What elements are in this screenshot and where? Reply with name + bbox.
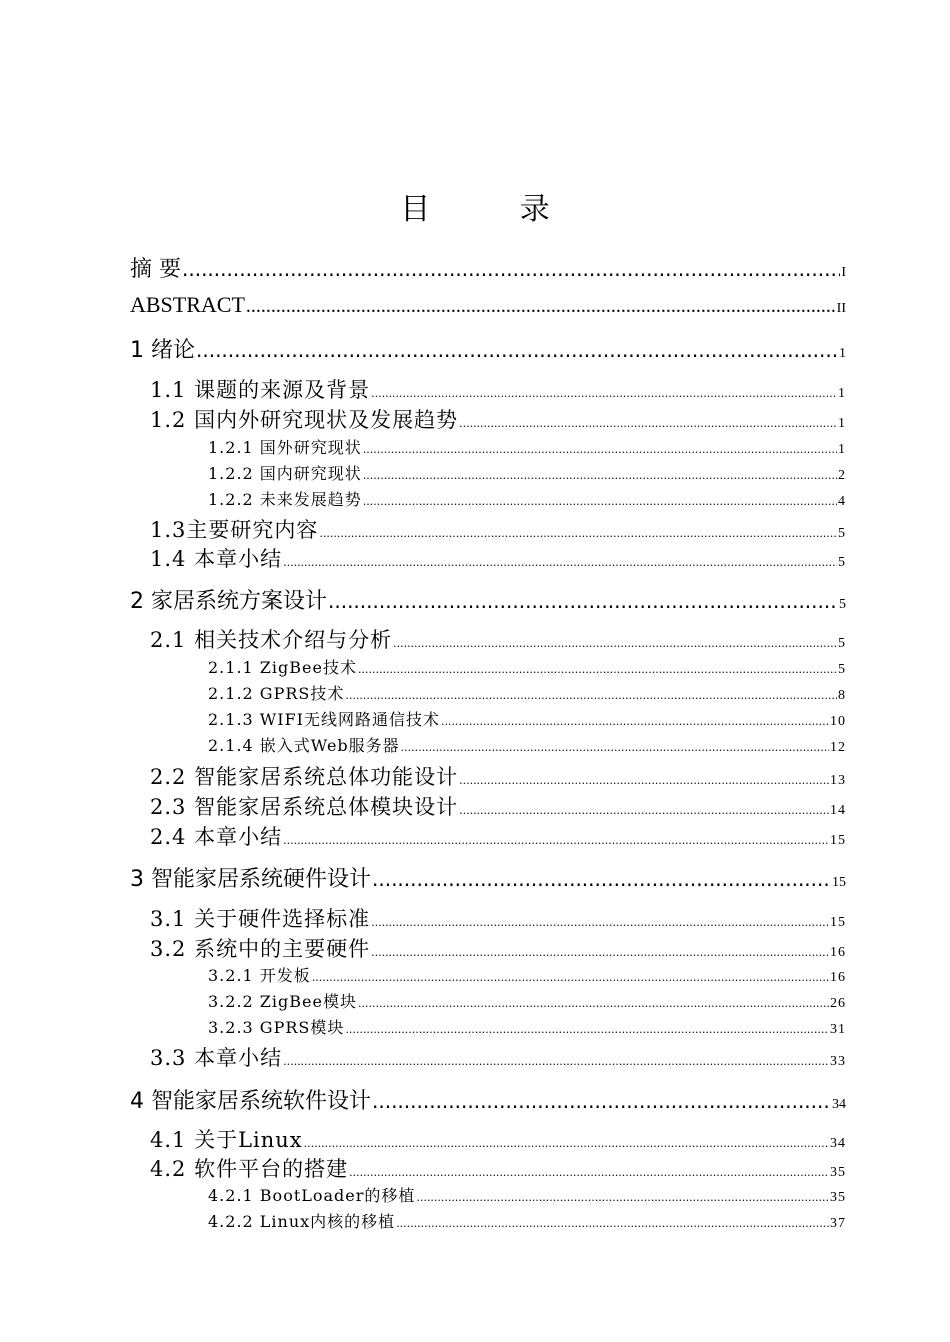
toc-entry-page: 5 — [838, 526, 846, 541]
toc-entry-page: 8 — [838, 688, 846, 703]
toc-entry[interactable] — [150, 933, 846, 963]
toc-entry-label: 2.1 相关技术介绍与分析 — [150, 628, 393, 652]
toc-entry-label: 3.2.3 GPRS模块 — [208, 1018, 345, 1037]
toc-entry-label: 2.1.3 WIFI无线网路通信技术 — [208, 710, 440, 729]
toc-entry-page: 14 — [830, 803, 846, 818]
toc-entry-label: 3.3 本章小结 — [150, 1046, 283, 1070]
toc-entry-page: 1 — [838, 442, 846, 457]
dot-leader — [328, 589, 838, 613]
toc-entry-page: 5 — [838, 555, 846, 570]
dot-leader — [441, 715, 829, 728]
toc-entry-label: 2.3 智能家居系统总体模块设计 — [150, 795, 459, 819]
toc-entry[interactable] — [208, 655, 846, 678]
toc-entry-page: 10 — [830, 714, 846, 729]
dot-leader — [401, 741, 829, 754]
toc-entry[interactable] — [150, 903, 846, 933]
toc-entry-label: 4.1 关于Linux — [150, 1128, 303, 1152]
toc-entry[interactable] — [130, 862, 846, 893]
toc-entry[interactable] — [130, 292, 846, 318]
toc-entry-page: 31 — [830, 1022, 846, 1037]
dot-leader — [416, 1191, 829, 1204]
toc-entry[interactable] — [208, 733, 846, 756]
toc-entry-page: 16 — [830, 970, 846, 985]
dot-leader — [358, 663, 837, 676]
toc-entry[interactable] — [150, 543, 846, 573]
dot-leader — [345, 1023, 829, 1036]
toc-entry-label: 1.2.2 国内研究现状 — [208, 464, 362, 483]
page-title: 目 录 — [400, 192, 590, 227]
toc-entry-page: I — [841, 265, 846, 280]
toc-entry[interactable] — [150, 374, 846, 404]
dot-leader — [372, 1089, 831, 1113]
toc-entry-label: 摘 要 — [130, 257, 181, 282]
toc-entry-label: 3 智能家居系统硬件设计 — [130, 867, 371, 892]
dot-leader — [459, 774, 829, 787]
toc-entry-label: 3.1 关于硬件选择标准 — [150, 907, 371, 931]
dot-leader — [349, 1166, 829, 1179]
dot-leader — [393, 637, 837, 650]
dot-leader — [363, 495, 837, 508]
dot-leader — [358, 997, 829, 1010]
toc-entry-label: 4.2.2 Linux内核的移植 — [208, 1212, 396, 1231]
toc-entry-label: 1.2 国内外研究现状及发展趋势 — [150, 408, 459, 432]
toc-entry-page: 33 — [830, 1054, 846, 1069]
toc-entry-label: 3.2.2 ZigBee模块 — [208, 992, 357, 1011]
toc-entry-page: 5 — [839, 597, 846, 612]
dot-leader — [319, 527, 837, 540]
toc-entry-label: 1.4 本章小结 — [150, 547, 283, 571]
toc-entry-page: 15 — [832, 875, 846, 890]
toc-entry-page: 2 — [838, 468, 846, 483]
toc-entry-label: 1.3主要研究内容 — [150, 518, 319, 542]
toc-entry[interactable] — [150, 1042, 846, 1072]
toc-entry-page: 35 — [830, 1190, 846, 1205]
toc-entry[interactable] — [208, 963, 846, 986]
toc-entry[interactable] — [150, 514, 846, 544]
dot-leader — [371, 946, 829, 959]
toc-entry-label: 2.4 本章小结 — [150, 825, 283, 849]
toc-entry[interactable] — [150, 624, 846, 654]
dot-leader — [283, 1055, 829, 1068]
toc-entry-page: 15 — [830, 833, 846, 848]
toc-entry-page: 5 — [838, 662, 846, 677]
toc-entry-label: 2.1.1 ZigBee技术 — [208, 658, 357, 677]
toc-entry[interactable] — [130, 584, 846, 615]
toc-entry-page: 34 — [830, 1136, 846, 1151]
toc-entry[interactable] — [130, 333, 846, 364]
dot-leader — [363, 443, 837, 456]
toc-entry[interactable] — [130, 252, 846, 283]
toc-entry-label: 2.2 智能家居系统总体功能设计 — [150, 765, 459, 789]
toc-entry-label: 3.2 系统中的主要硬件 — [150, 937, 371, 961]
toc-entry[interactable] — [208, 1209, 846, 1232]
toc-entry[interactable] — [150, 791, 846, 821]
toc-entry-page: 5 — [838, 636, 846, 651]
toc-entry[interactable] — [150, 761, 846, 791]
toc-entry-page: 1 — [838, 416, 846, 431]
toc-entry-label: 3.2.1 开发板 — [208, 966, 311, 985]
toc-entry[interactable] — [208, 461, 846, 484]
toc-entry[interactable] — [208, 989, 846, 1012]
dot-leader — [363, 469, 837, 482]
toc-entry-page: 13 — [830, 773, 846, 788]
toc-entry-page: 1 — [838, 386, 846, 401]
toc-entry-page: 26 — [830, 996, 846, 1011]
toc-entry-page: 15 — [830, 915, 846, 930]
dot-leader — [459, 417, 837, 430]
toc-entry-page: 4 — [838, 494, 846, 509]
toc-entry-label: 4.2 软件平台的搭建 — [150, 1157, 349, 1181]
toc-entry-label: 1.1 课题的来源及背景 — [150, 378, 371, 402]
dot-leader — [371, 387, 837, 400]
toc-entry[interactable] — [208, 487, 846, 510]
toc-entry[interactable] — [208, 1015, 846, 1038]
dot-leader — [345, 689, 837, 702]
toc-entry[interactable] — [150, 821, 846, 851]
dot-leader — [396, 1217, 829, 1230]
dot-leader — [459, 804, 829, 817]
toc-entry-label: 1 绪论 — [130, 338, 195, 363]
toc-entry-page: II — [836, 301, 846, 316]
toc-entry-label: 2 家居系统方案设计 — [130, 589, 327, 614]
dot-leader — [283, 834, 829, 847]
toc-entry-label: 1.2.2 未来发展趋势 — [208, 490, 362, 509]
dot-leader — [371, 916, 829, 929]
toc-entry-label: 4.2.1 BootLoader的移植 — [208, 1186, 416, 1205]
toc-entry-label: 2.1.2 GPRS技术 — [208, 684, 345, 703]
toc-entry-page: 1 — [839, 346, 846, 361]
dot-leader — [182, 257, 840, 281]
toc-entry-page: 12 — [830, 740, 846, 755]
toc-entry-label: 2.1.4 嵌入式Web服务器 — [208, 736, 400, 755]
toc-entry[interactable] — [150, 404, 846, 434]
toc-entry-page: 37 — [830, 1216, 846, 1231]
toc-entry-page: 16 — [830, 945, 846, 960]
dot-leader — [246, 295, 836, 318]
toc-entry[interactable] — [208, 435, 846, 458]
toc-entry[interactable] — [150, 1153, 846, 1183]
toc-entry[interactable] — [208, 707, 846, 730]
dot-leader — [196, 338, 838, 362]
toc-entry-page: 34 — [832, 1097, 846, 1112]
toc-entry[interactable] — [208, 681, 846, 704]
toc-entry-label: ABSTRACT — [130, 292, 245, 317]
dot-leader — [312, 971, 829, 984]
toc-entry[interactable] — [150, 1124, 846, 1154]
dot-leader — [283, 556, 837, 569]
toc-entry-label: 1.2.1 国外研究现状 — [208, 438, 362, 457]
dot-leader — [304, 1137, 829, 1150]
toc-entry[interactable] — [130, 1084, 846, 1115]
toc-entry[interactable] — [208, 1183, 846, 1206]
toc-entry-page: 35 — [830, 1165, 846, 1180]
dot-leader — [372, 867, 831, 891]
toc-entry-label: 4 智能家居系统软件设计 — [130, 1089, 371, 1114]
